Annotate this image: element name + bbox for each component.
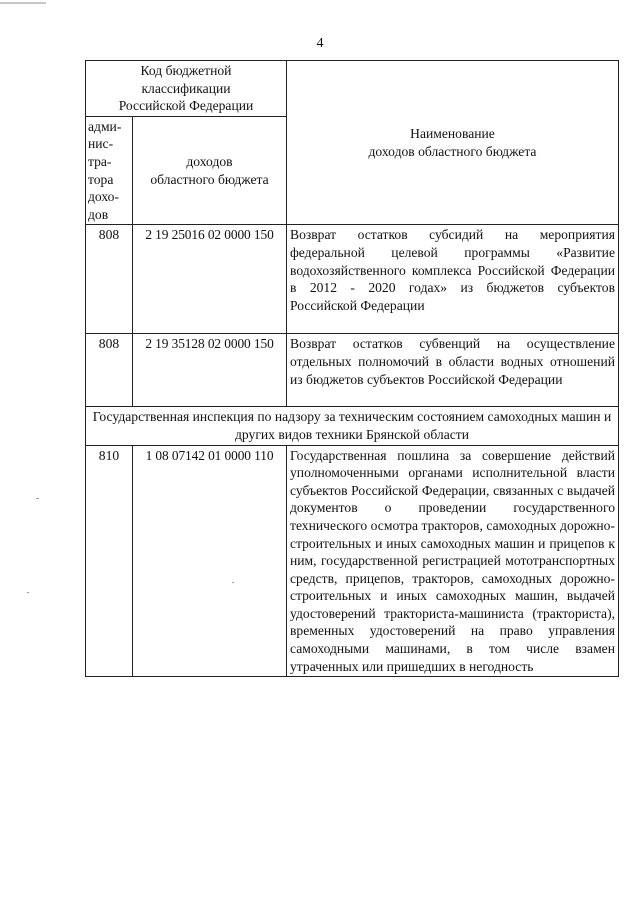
row-income-code: 2 19 25016 02 0000 150 [133, 225, 287, 334]
header-income-code: доходов областного бюджета [133, 116, 287, 225]
budget-classification-table [85, 60, 619, 677]
table-row [86, 445, 619, 677]
row-admin-code: 808 [86, 334, 133, 407]
table-row [86, 225, 619, 334]
scan-artifact-left [36, 498, 39, 499]
row-admin-code: 808 [86, 225, 133, 334]
scan-artifact-left [27, 592, 29, 593]
header-administrator: адми- нис- тра- тора дохо- дов [86, 116, 133, 225]
section-title: Государственная инспекция по надзору за техническим состоянием самоходных машин и других видов техники Брянской области [86, 407, 619, 445]
header-income-name: Наименование доходов областного бюджета [287, 61, 619, 225]
scan-artifact-mid [232, 582, 234, 583]
scan-artifact-top [0, 2, 46, 4]
page-number: 4 [316, 36, 324, 51]
row-income-name: Возврат остатков субвенций на осуществление отдельных полномочий в области водных отношений из бюджетов субъектов Российской Федерации [287, 334, 619, 407]
row-income-name: Государственная пошлина за совершение действий уполномоченными органами исполнительной власти субъектов Российской Федерации, связанных с выдачей документов о проведении государственного технического осмотра тракторов, самоходных дорожно-строительных и иных самоходных машин и прицепов к ним, государственной регистрацией мототранспортных средств, прицепов, тракторов, самоходных дорожно-строительных и иных самоходных машин, выдачей удостоверений тракториста-машиниста (тракториста), временных удостоверений на право управления самоходными машинами, в том числе взамен утраченных или пришедших в негодность [287, 445, 619, 677]
row-income-code: 2 19 35128 02 0000 150 [133, 334, 287, 407]
header-classification-group: Код бюджетной классификации Российской Федерации [86, 61, 287, 117]
table-header-row [86, 61, 619, 117]
row-income-code: 1 08 07142 01 0000 110 [133, 445, 287, 677]
row-admin-code: 810 [86, 445, 133, 677]
section-header-row [86, 407, 619, 445]
row-income-name: Возврат остатков субсидий на мероприятия федеральной целевой программы «Развитие водохозяйственного комплекса Российской Федерации в 2012 - 2020 годах» из бюджетов субъектов Российской Федерации [287, 225, 619, 334]
table-row [86, 334, 619, 407]
